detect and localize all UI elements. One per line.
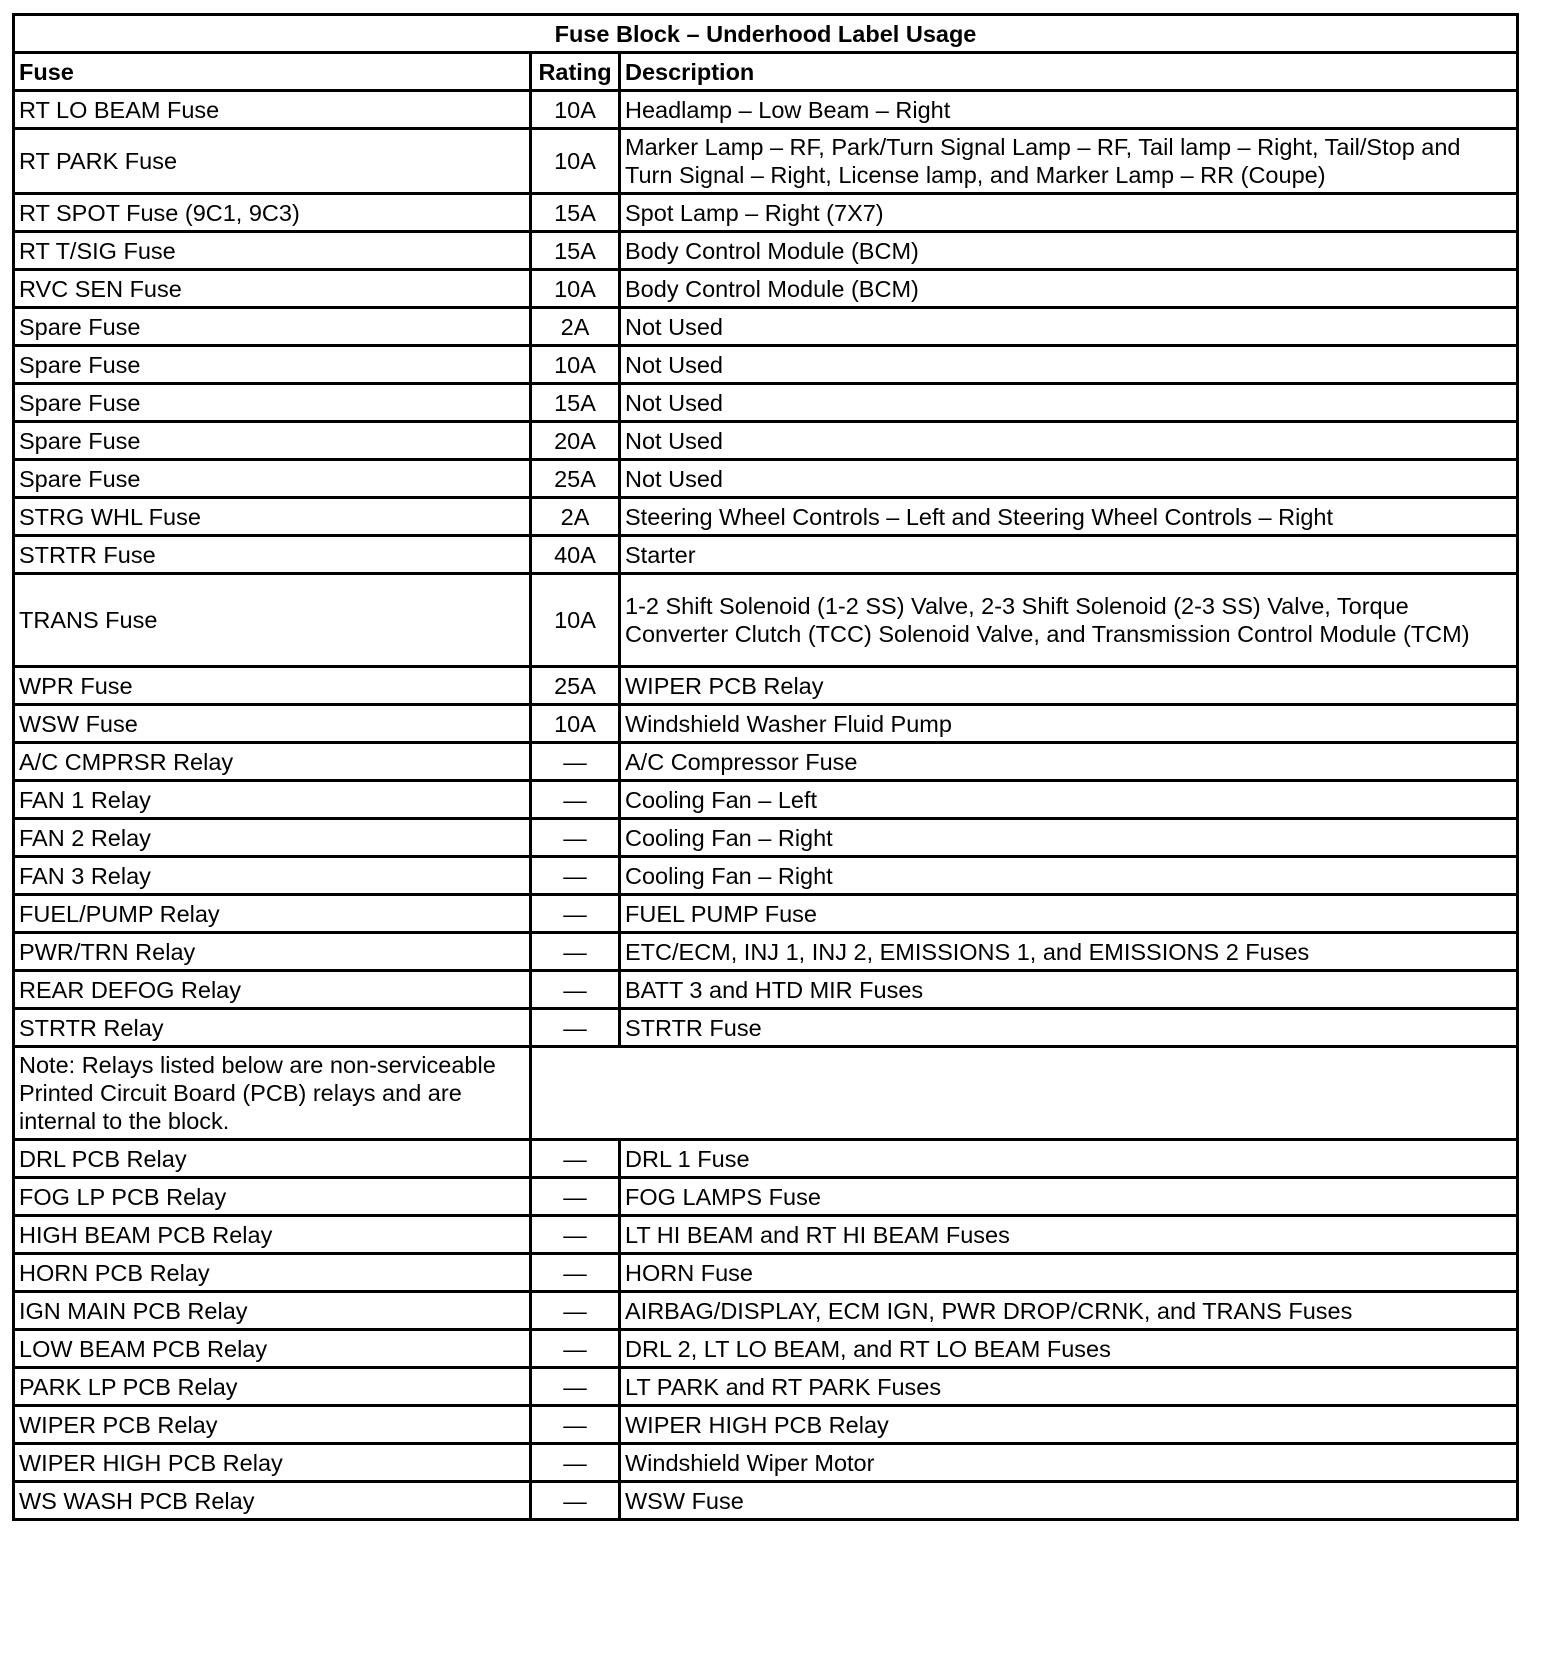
description-cell: Marker Lamp – RF, Park/Turn Signal Lamp – RF, Tail lamp – Right, Tail/Stop and Turn Signal – Right, License lamp, and Marker Lamp – RR (Coupe) [620,129,1518,194]
rating-cell: 10A [531,270,620,308]
table-row [14,971,1518,1009]
title-row [14,15,1518,53]
table-row [14,270,1518,308]
fuse-cell: PWR/TRN Relay [14,933,531,971]
fuse-cell: FAN 2 Relay [14,819,531,857]
fuse-column-header: Fuse [14,53,531,91]
description-cell: ETC/ECM, INJ 1, INJ 2, EMISSIONS 1, and EMISSIONS 2 Fuses [620,933,1518,971]
table-row [14,422,1518,460]
rating-column-header: Rating [531,53,620,91]
rating-cell: — [531,1292,620,1330]
rating-cell: 15A [531,194,620,232]
rating-cell: 20A [531,422,620,460]
description-cell: DRL 1 Fuse [620,1140,1518,1178]
table-row [14,129,1518,194]
fuse-cell: STRTR Fuse [14,536,531,574]
fuse-cell: Spare Fuse [14,308,531,346]
rating-cell: — [531,1368,620,1406]
description-cell: DRL 2, LT LO BEAM, and RT LO BEAM Fuses [620,1330,1518,1368]
fuse-cell: RT PARK Fuse [14,129,531,194]
rating-cell: 2A [531,498,620,536]
table-row [14,498,1518,536]
rating-cell: — [531,933,620,971]
table-row [14,1444,1518,1482]
table-row [14,1178,1518,1216]
fuse-cell: WIPER PCB Relay [14,1406,531,1444]
fuse-cell: IGN MAIN PCB Relay [14,1292,531,1330]
rating-cell: 40A [531,536,620,574]
description-cell: LT HI BEAM and RT HI BEAM Fuses [620,1216,1518,1254]
fuse-cell: FAN 1 Relay [14,781,531,819]
table-row [14,781,1518,819]
description-cell: WSW Fuse [620,1482,1518,1520]
fuse-cell: RT SPOT Fuse (9C1, 9C3) [14,194,531,232]
rating-cell: — [531,1444,620,1482]
fuse-cell: REAR DEFOG Relay [14,971,531,1009]
description-cell: A/C Compressor Fuse [620,743,1518,781]
description-cell: Cooling Fan – Left [620,781,1518,819]
fuse-cell: FOG LP PCB Relay [14,1178,531,1216]
rating-cell: — [531,857,620,895]
fuse-cell: WS WASH PCB Relay [14,1482,531,1520]
fuse-cell: STRTR Relay [14,1009,531,1047]
table-row [14,857,1518,895]
description-cell: Body Control Module (BCM) [620,232,1518,270]
description-cell: Not Used [620,346,1518,384]
description-cell: WIPER HIGH PCB Relay [620,1406,1518,1444]
fuse-cell: Spare Fuse [14,460,531,498]
table-row [14,574,1518,667]
table-row [14,1292,1518,1330]
fuse-cell: FUEL/PUMP Relay [14,895,531,933]
table-row [14,1009,1518,1047]
description-cell: Not Used [620,422,1518,460]
rating-cell: 10A [531,705,620,743]
table-body [14,15,1518,1520]
description-cell: Cooling Fan – Right [620,857,1518,895]
table-row [14,1140,1518,1178]
fuse-cell: RT T/SIG Fuse [14,232,531,270]
fuse-cell: HIGH BEAM PCB Relay [14,1216,531,1254]
fuse-cell: RVC SEN Fuse [14,270,531,308]
rating-cell: 25A [531,667,620,705]
table-row [14,1254,1518,1292]
description-cell: Not Used [620,460,1518,498]
rating-cell: — [531,1254,620,1292]
rating-cell: — [531,1482,620,1520]
description-cell: Starter [620,536,1518,574]
rating-cell: — [531,1178,620,1216]
description-cell: Windshield Wiper Motor [620,1444,1518,1482]
rating-cell: 10A [531,91,620,129]
rating-cell: — [531,743,620,781]
table-row [14,819,1518,857]
description-cell: Spot Lamp – Right (7X7) [620,194,1518,232]
rating-cell: — [531,819,620,857]
table-row [14,1368,1518,1406]
note-empty-cell [531,1047,1518,1140]
fuse-cell: HORN PCB Relay [14,1254,531,1292]
fuse-cell: WIPER HIGH PCB Relay [14,1444,531,1482]
rating-cell: — [531,1330,620,1368]
description-cell: Not Used [620,308,1518,346]
fuse-cell: LOW BEAM PCB Relay [14,1330,531,1368]
rating-cell: 15A [531,384,620,422]
rating-cell: — [531,895,620,933]
description-cell: BATT 3 and HTD MIR Fuses [620,971,1518,1009]
table-row [14,194,1518,232]
fuse-cell: Spare Fuse [14,384,531,422]
fuse-cell: Spare Fuse [14,346,531,384]
fuse-cell: Spare Fuse [14,422,531,460]
description-cell: AIRBAG/DISPLAY, ECM IGN, PWR DROP/CRNK, and TRANS Fuses [620,1292,1518,1330]
fuse-cell: WPR Fuse [14,667,531,705]
fuse-cell: TRANS Fuse [14,574,531,667]
table-row [14,933,1518,971]
fuse-cell: PARK LP PCB Relay [14,1368,531,1406]
description-cell: 1-2 Shift Solenoid (1-2 SS) Valve, 2-3 Shift Solenoid (2-3 SS) Valve, Torque Converter Clutch (TCC) Solenoid Valve, and Transmission Control Module (TCM) [620,574,1518,667]
rating-cell: 25A [531,460,620,498]
rating-cell: — [531,1216,620,1254]
table-row [14,667,1518,705]
rating-cell: 2A [531,308,620,346]
description-cell: LT PARK and RT PARK Fuses [620,1368,1518,1406]
rating-cell: 15A [531,232,620,270]
description-cell: HORN Fuse [620,1254,1518,1292]
table-row [14,384,1518,422]
rating-cell: 10A [531,346,620,384]
table-row [14,743,1518,781]
pcb-relay-note: Note: Relays listed below are non-serviceable Printed Circuit Board (PCB) relays and are internal to the block. [14,1047,531,1140]
description-cell: WIPER PCB Relay [620,667,1518,705]
table-row [14,308,1518,346]
table-row [14,1482,1518,1520]
description-cell: FUEL PUMP Fuse [620,895,1518,933]
description-cell: Windshield Washer Fluid Pump [620,705,1518,743]
table-row [14,1216,1518,1254]
rating-cell: — [531,1406,620,1444]
table-row [14,705,1518,743]
table-row [14,895,1518,933]
note-row [14,1047,1518,1140]
description-cell: Not Used [620,384,1518,422]
description-cell: Body Control Module (BCM) [620,270,1518,308]
description-cell: STRTR Fuse [620,1009,1518,1047]
description-cell: Cooling Fan – Right [620,819,1518,857]
header-row [14,53,1518,91]
table-row [14,536,1518,574]
rating-cell: 10A [531,574,620,667]
description-cell: FOG LAMPS Fuse [620,1178,1518,1216]
rating-cell: — [531,1009,620,1047]
table-row [14,232,1518,270]
fuse-cell: DRL PCB Relay [14,1140,531,1178]
table-row [14,460,1518,498]
fuse-cell: FAN 3 Relay [14,857,531,895]
table-row [14,91,1518,129]
table-row [14,346,1518,384]
rating-cell: — [531,971,620,1009]
description-cell: Steering Wheel Controls – Left and Steering Wheel Controls – Right [620,498,1518,536]
rating-cell: — [531,781,620,819]
fuse-cell: WSW Fuse [14,705,531,743]
description-column-header: Description [620,53,1518,91]
table-row [14,1330,1518,1368]
description-cell: Headlamp – Low Beam – Right [620,91,1518,129]
rating-cell: — [531,1140,620,1178]
fuse-cell: RT LO BEAM Fuse [14,91,531,129]
fuse-cell: A/C CMPRSR Relay [14,743,531,781]
fuse-cell: STRG WHL Fuse [14,498,531,536]
table-title: Fuse Block – Underhood Label Usage [14,15,1518,53]
table-row [14,1406,1518,1444]
fuse-usage-table [12,13,1519,1521]
rating-cell: 10A [531,129,620,194]
